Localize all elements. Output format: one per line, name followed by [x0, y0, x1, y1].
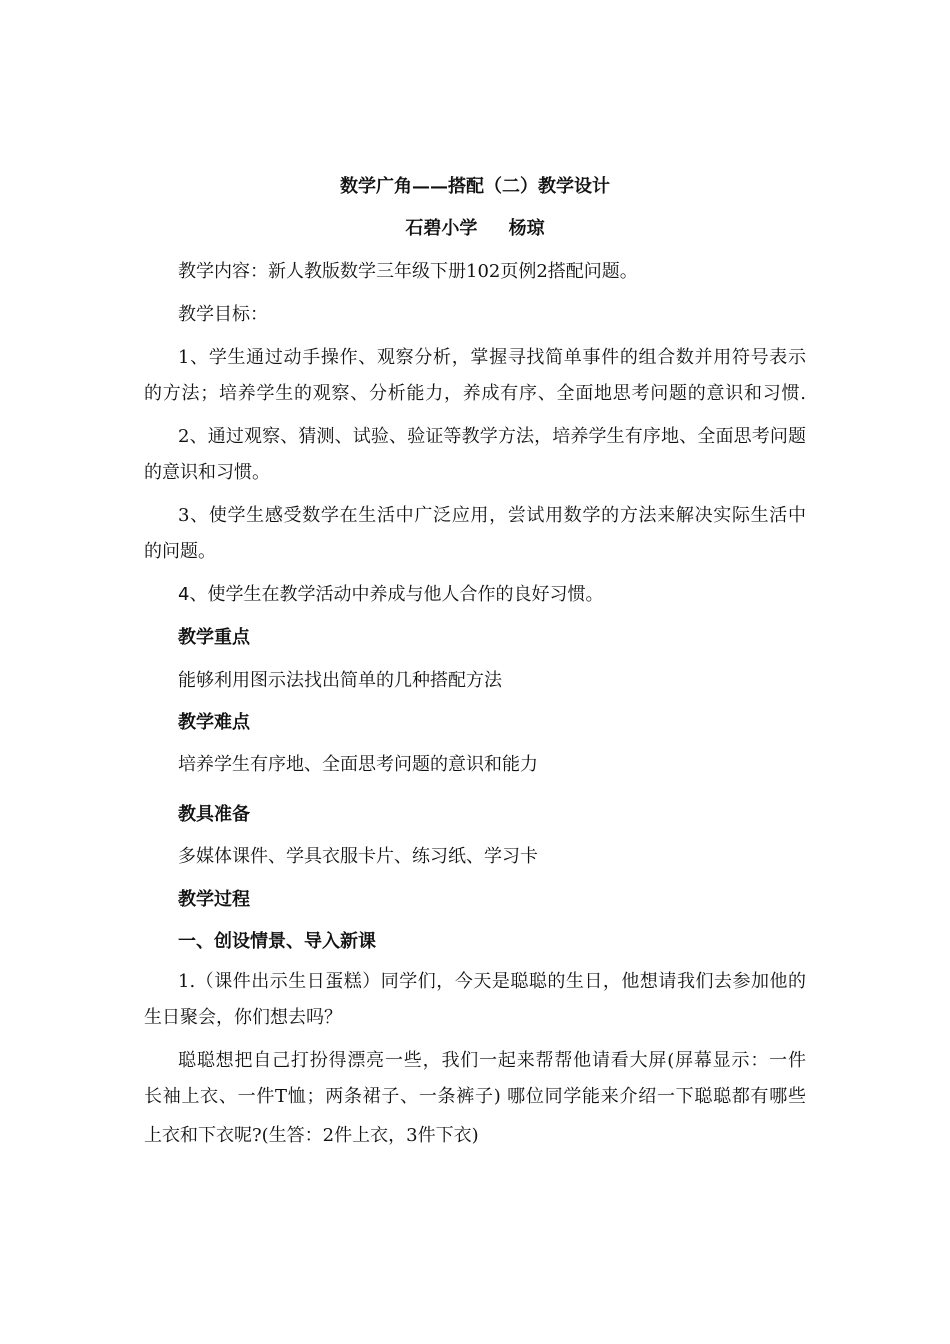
paragraph-2-line-1: 聪聪想把自己打扮得漂亮一些，我们一起来帮帮他请看大屏(屏幕显示：一件 [178, 1050, 806, 1071]
objective-1-line-2: 的方法；培养学生的观察、分析能力，养成有序、全面地思考问题的意识和习惯. [144, 383, 806, 404]
key-points-text: 能够利用图示法找出简单的几种搭配方法 [178, 670, 502, 691]
process-heading: 教学过程 [178, 889, 250, 910]
difficulty-text: 培养学生有序地、全面思考问题的意识和能力 [178, 754, 538, 775]
objective-3-line-1: 3、使学生感受数学在生活中广泛应用，尝试用数学的方法来解决实际生活中 [178, 505, 806, 526]
section-1-heading: 一、创设情景、导入新课 [178, 931, 376, 952]
document-title: 数学广角——搭配（二）教学设计 [340, 176, 610, 197]
paragraph-2-line-2: 长袖上衣、一件T恤；两条裙子、一条裤子) 哪位同学能来介绍一下聪聪都有哪些 [144, 1086, 806, 1107]
difficulty-heading: 教学难点 [178, 712, 250, 733]
author-line: 石碧小学 杨琼 [405, 218, 545, 239]
objective-1-line-1: 1、学生通过动手操作、观察分析，掌握寻找简单事件的组合数并用符号表示 [178, 347, 806, 368]
objectives-heading: 教学目标： [178, 304, 268, 325]
tools-text: 多媒体课件、学具衣服卡片、练习纸、学习卡 [178, 846, 538, 867]
tools-heading: 教具准备 [178, 804, 250, 825]
objective-2-line-2: 的意识和习惯。 [144, 462, 270, 483]
paragraph-2-line-3: 上衣和下衣呢?(生答：2件上衣，3件下衣) [144, 1125, 479, 1146]
teaching-content: 教学内容：新人教版数学三年级下册102页例2搭配问题。 [178, 261, 638, 282]
objective-3-line-2: 的问题。 [144, 541, 216, 562]
objective-4: 4、使学生在教学活动中养成与他人合作的良好习惯。 [178, 584, 604, 605]
key-points-heading: 教学重点 [178, 627, 250, 648]
paragraph-1-line-2: 生日聚会，你们想去吗？ [144, 1007, 342, 1028]
paragraph-1-line-1: 1.（课件出示生日蛋糕）同学们，今天是聪聪的生日，他想请我们去参加他的 [178, 971, 806, 992]
objective-2-line-1: 2、通过观察、猜测、试验、验证等教学方法，培养学生有序地、全面思考问题 [178, 426, 806, 447]
